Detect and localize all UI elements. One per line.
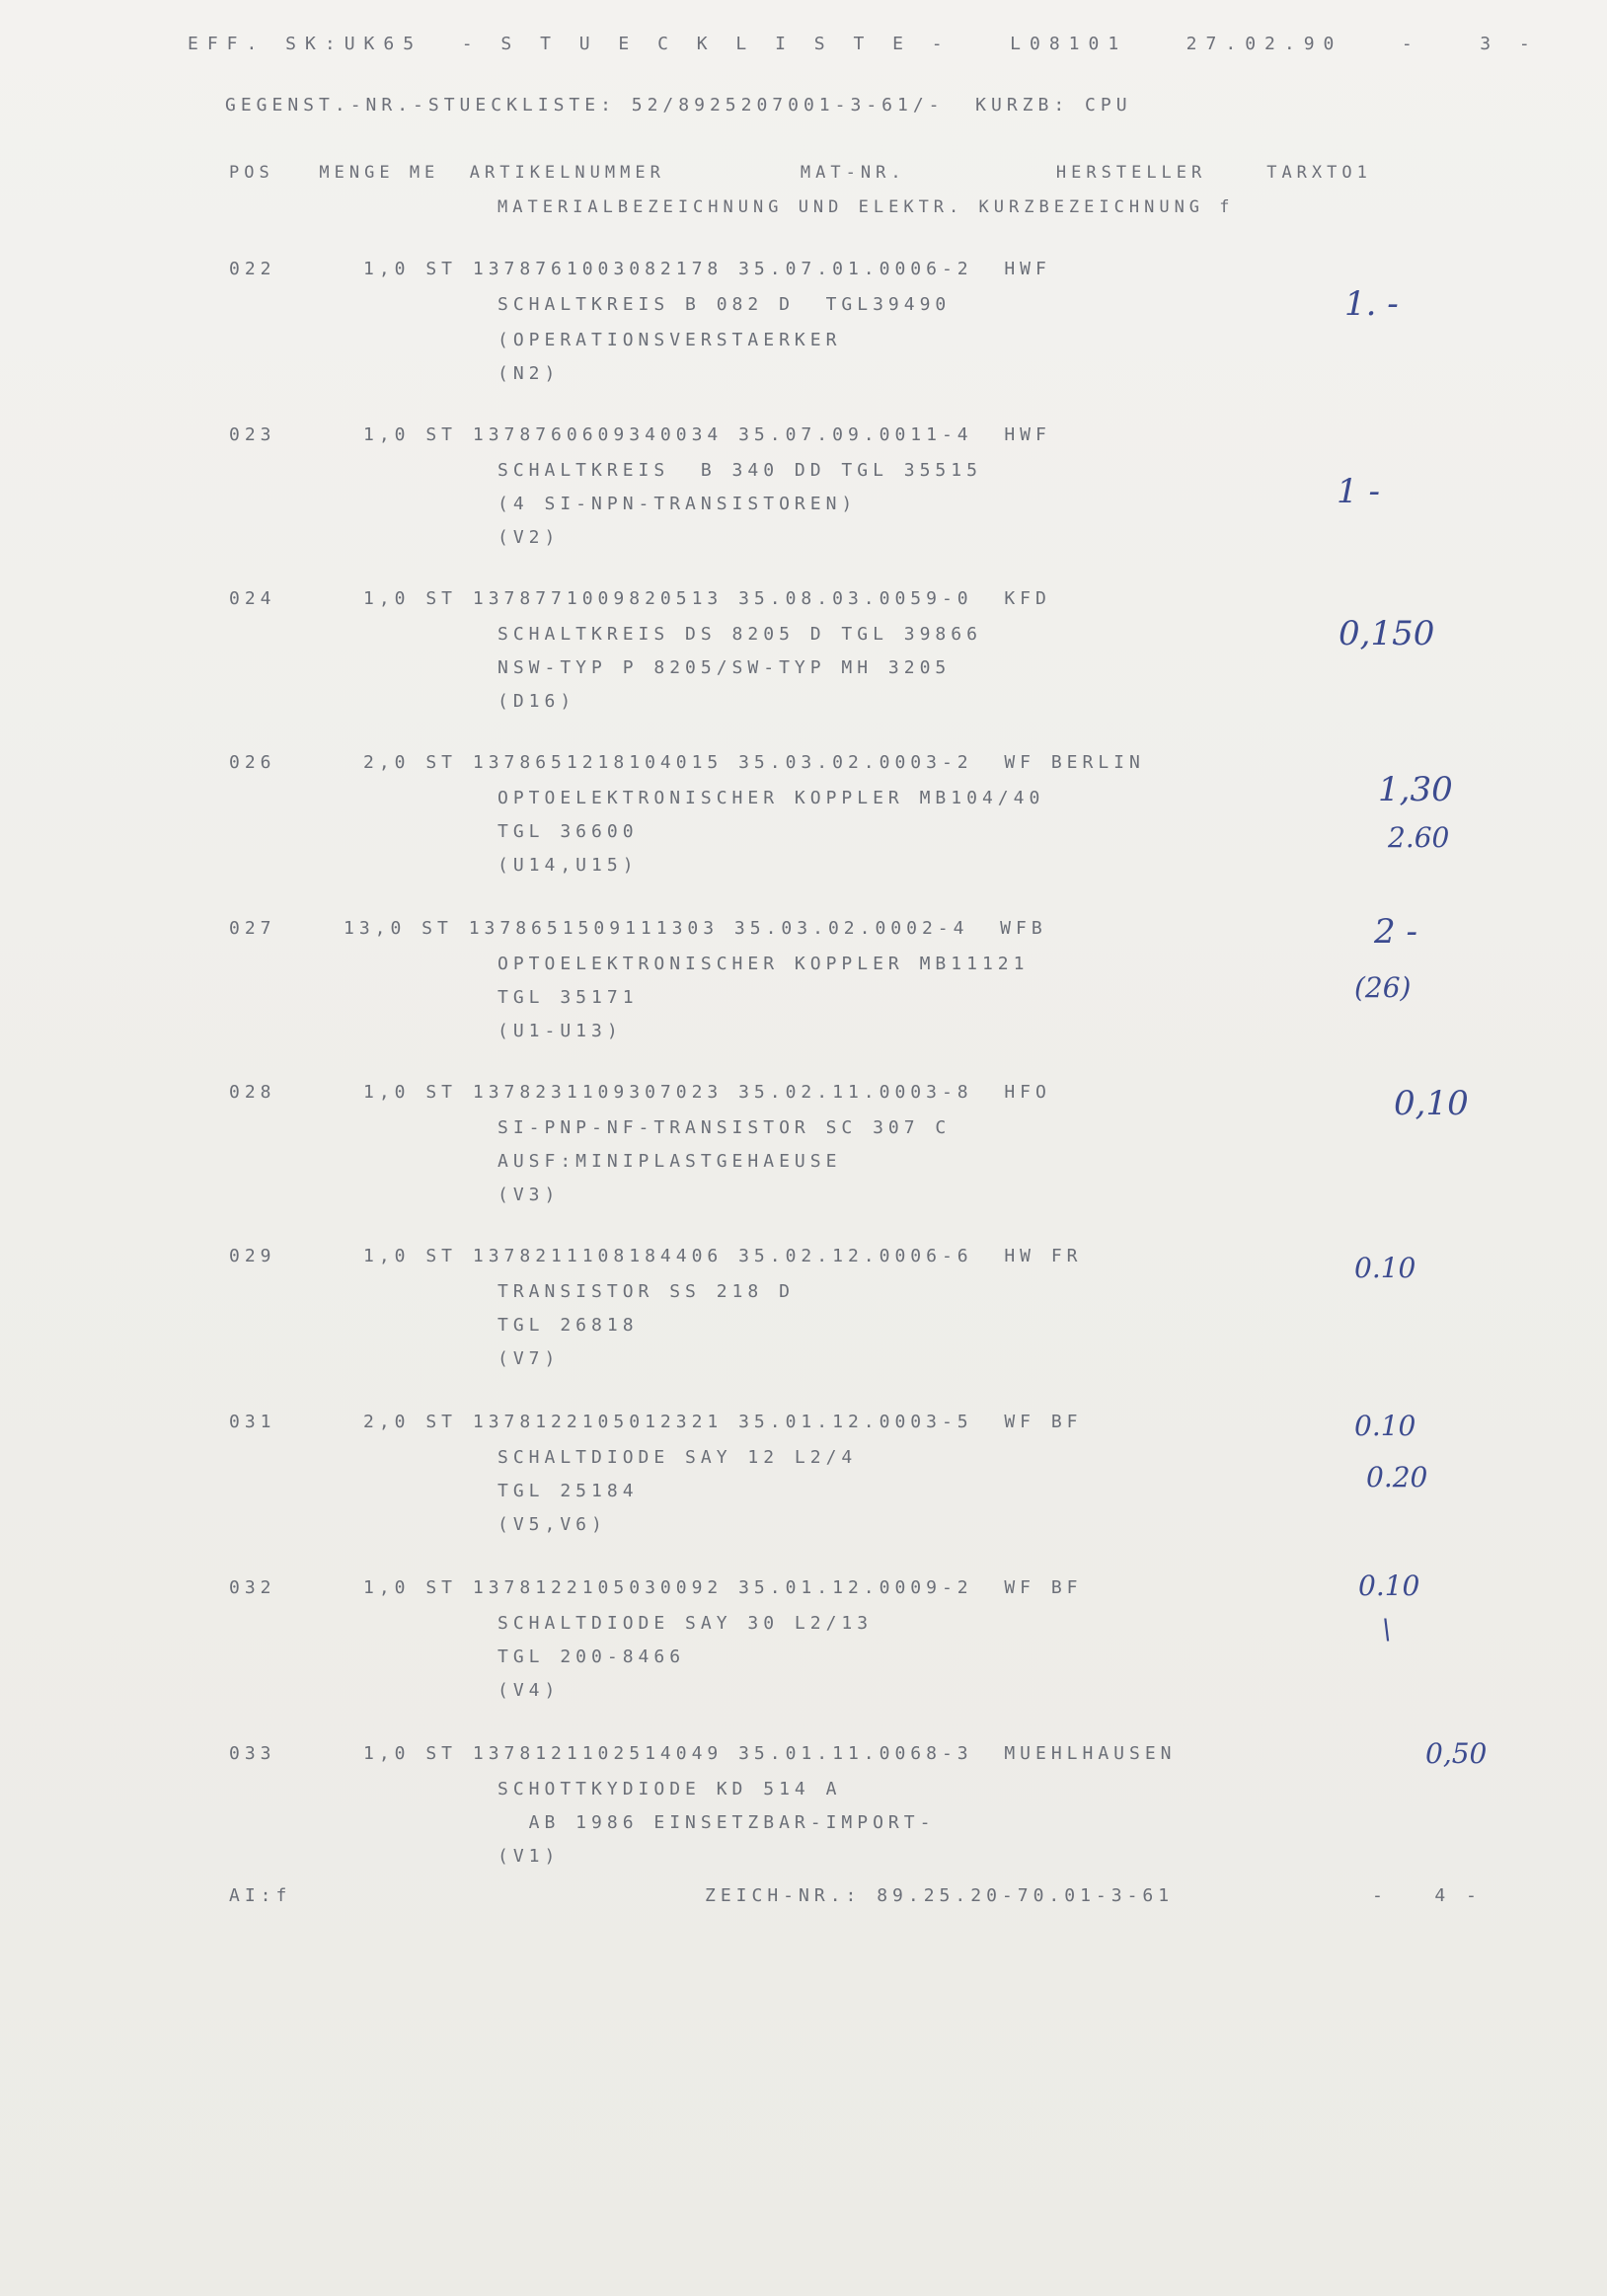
item-pos: 032 [229,1577,276,1598]
item-desc: (U1-U13) [497,1021,623,1041]
handwritten-total: 0.20 [1366,1461,1428,1493]
item-desc: OPTOELEKTRONISCHER KOPPLER MB11121 [497,954,1030,974]
item-desc: SI-PNP-NF-TRANSISTOR SC 307 C [497,1117,952,1138]
handwritten-total: 2.60 [1388,821,1450,854]
handwritten-price: 0.10 [1358,1569,1420,1602]
item-desc: NSW-TYP P 8205/SW-TYP MH 3205 [497,657,952,678]
item-main: 1,0 ST 1378231109307023 35.02.11.0003-8 HFO [363,1082,1051,1103]
item-desc: (D16) [497,691,576,712]
item-desc: SCHALTKREIS DS 8205 D TGL 39866 [497,624,982,645]
handwritten-total: (26) [1354,971,1412,1004]
item-main: 1,0 ST 1378122105030092 35.01.12.0009-2 WF BF [363,1577,1083,1598]
item-desc: TRANSISTOR SS 218 D [497,1281,795,1302]
column-header-2: MATERIALBEZEICHNUNG UND ELEKTR. KURZBEZEICHNUNG f [497,197,1235,217]
header-line-2: GEGENST.-NR.-STUECKLISTE: 52/8925207001-3-61/- KURZB: CPU [225,95,1132,115]
handwritten-price: 0,150 [1339,614,1435,653]
item-desc: (V1) [497,1846,561,1867]
handwritten-price: 2 - [1374,912,1417,952]
drawing-number: ZEICH-NR.: 89.25.20-70.01-3-61 [705,1885,1175,1906]
handwritten-price: 0.10 [1354,1252,1416,1284]
item-desc: TGL 25184 [497,1481,639,1501]
item-desc: (OPERATIONSVERSTAERKER [497,330,842,350]
item-pos: 022 [229,259,276,279]
handwritten-mark: \ [1382,1613,1392,1645]
item-desc: OPTOELEKTRONISCHER KOPPLER MB104/40 [497,788,1045,808]
item-desc: SCHALTKREIS B 340 DD TGL 35515 [497,460,982,481]
item-main: 1,0 ST 1378771009820513 35.08.03.0059-0 KFD [363,588,1051,609]
item-pos: 026 [229,752,276,773]
item-desc: TGL 200-8466 [497,1646,686,1667]
header-line-1: EFF. SK:UK65 - S T U E C K L I S T E - L08101 27.02.90 - 3 - [188,34,1539,54]
item-desc: SCHALTKREIS B 082 D TGL39490 [497,294,952,315]
item-desc: (V7) [497,1348,561,1369]
item-pos: 031 [229,1412,276,1432]
handwritten-price: 0,10 [1394,1084,1469,1123]
item-main: 2,0 ST 1378651218104015 35.03.02.0003-2 WF BERLIN [363,752,1145,773]
item-desc: SCHALTDIODE SAY 12 L2/4 [497,1447,858,1468]
item-pos: 033 [229,1743,276,1764]
item-pos: 023 [229,424,276,445]
handwritten-price: 1 - [1337,472,1380,511]
item-desc: (V2) [497,527,561,548]
item-pos: 028 [229,1082,276,1103]
item-pos: 027 [229,918,276,939]
item-desc: (N2) [497,363,561,384]
footer-code: AI:f [229,1885,292,1906]
handwritten-price: 1,30 [1378,770,1453,809]
item-desc: AB 1986 EINSETZBAR-IMPORT- [497,1812,936,1833]
item-desc: SCHALTDIODE SAY 30 L2/13 [497,1613,874,1634]
item-desc: (V4) [497,1680,561,1701]
item-desc: TGL 26818 [497,1315,639,1336]
item-main: 13,0 ST 1378651509111303 35.03.02.0002-4 WFB [344,918,1047,939]
item-main: 1,0 ST 1378211108184406 35.02.12.0006-6 HW FR [363,1246,1083,1266]
item-pos: 029 [229,1246,276,1266]
item-desc: (V5,V6) [497,1514,607,1535]
item-desc: (U14,U15) [497,855,639,876]
item-main: 1,0 ST 1378121102514049 35.01.11.0068-3 MUEHLHAUSEN [363,1743,1177,1764]
item-desc: SCHOTTKYDIODE KD 514 A [497,1779,842,1799]
item-desc: (4 SI-NPN-TRANSISTOREN) [497,494,858,514]
item-main: 1,0 ST 1378760609340034 35.07.09.0011-4 HWF [363,424,1051,445]
handwritten-price: 0,50 [1425,1737,1488,1770]
item-main: 2,0 ST 1378122105012321 35.01.12.0003-5 WF BF [363,1412,1083,1432]
page-number: - 4 - [1372,1885,1482,1906]
item-pos: 024 [229,588,276,609]
item-desc: TGL 36600 [497,821,639,842]
item-desc: (V3) [497,1185,561,1205]
column-header-1: POS MENGE ME ARTIKELNUMMER MAT-NR. HERSTELLER TARXTO1 [229,163,1372,183]
item-desc: TGL 35171 [497,987,639,1008]
handwritten-price: 0.10 [1354,1410,1416,1442]
handwritten-price: 1. - [1344,284,1399,324]
item-desc: AUSF:MINIPLASTGEHAEUSE [497,1151,842,1172]
item-main: 1,0 ST 1378761003082178 35.07.01.0006-2 HWF [363,259,1051,279]
